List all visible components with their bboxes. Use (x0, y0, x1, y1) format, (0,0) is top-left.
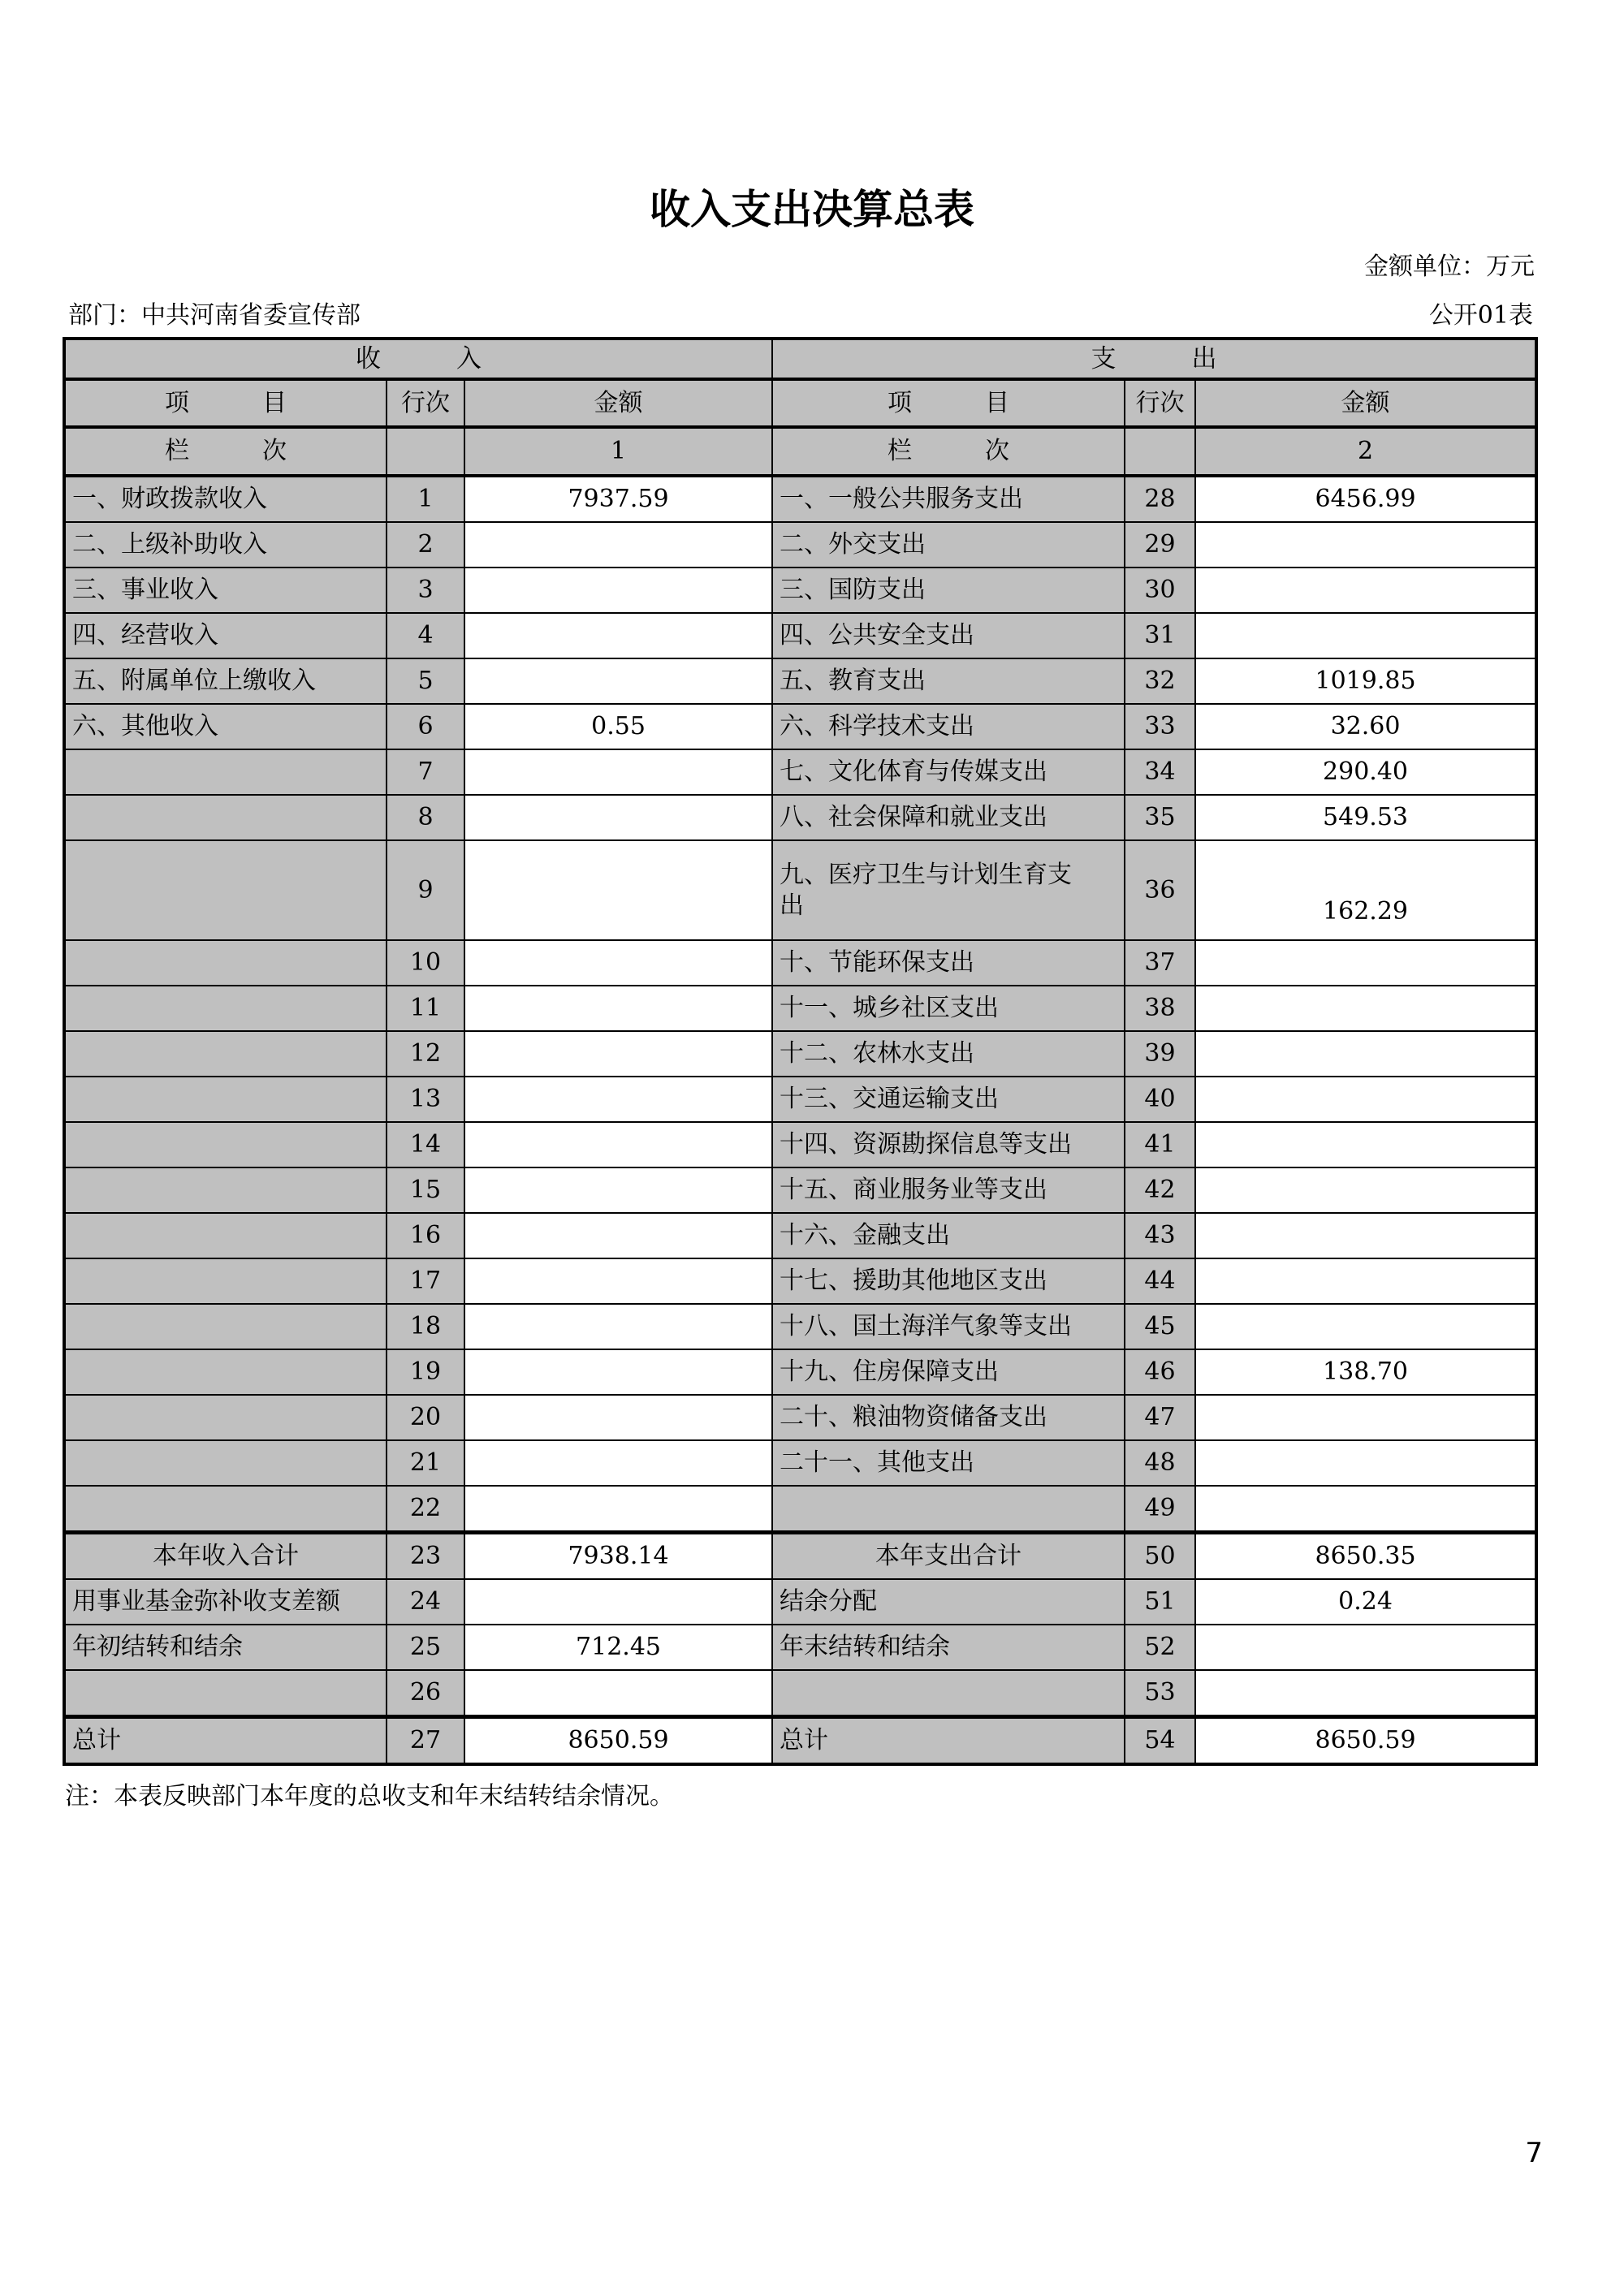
expense-line-cell: 52 (1125, 1625, 1195, 1670)
expense-line-cell: 30 (1125, 568, 1195, 613)
income-amount-cell: 712.45 (464, 1625, 772, 1670)
income-line-cell: 17 (387, 1258, 464, 1304)
expense-amount-cell: 32.60 (1195, 704, 1536, 749)
expense-item-cell (772, 1670, 1125, 1717)
table-row (64, 1625, 1536, 1670)
table-row (64, 1031, 1536, 1077)
income-line-cell: 20 (387, 1395, 464, 1440)
expense-item-cell: 十八、国土海洋气象等支出 (772, 1304, 1125, 1349)
income-item-cell (64, 1122, 387, 1167)
expense-amount-cell: 549.53 (1195, 795, 1536, 840)
table-row (64, 1258, 1536, 1304)
table-row (64, 1670, 1536, 1717)
income-amount-cell (464, 1213, 772, 1258)
page-number: 7 (1525, 2137, 1543, 2169)
expense-amount-cell: 162.29 (1195, 840, 1536, 940)
income-amount-cell (464, 613, 772, 658)
expense-amount-cell (1195, 1213, 1536, 1258)
income-line-cell: 24 (387, 1579, 464, 1625)
income-item-cell: 年初结转和结余 (64, 1625, 387, 1670)
income-amount-cell: 7938.14 (464, 1533, 772, 1580)
expense-item-cell: 年末结转和结余 (772, 1625, 1125, 1670)
income-line-cell: 15 (387, 1167, 464, 1213)
income-line-cell: 1 (387, 476, 464, 522)
table-row (64, 986, 1536, 1031)
expense-item-cell: 十五、商业服务业等支出 (772, 1167, 1125, 1213)
expense-line-cell: 45 (1125, 1304, 1195, 1349)
expense-index-spacer (1125, 427, 1195, 476)
expense-amount-cell (1195, 1625, 1536, 1670)
income-line-cell: 10 (387, 940, 464, 986)
income-line-cell: 12 (387, 1031, 464, 1077)
income-amount-cell (464, 1395, 772, 1440)
expense-amount-cell (1195, 1486, 1536, 1533)
income-line-cell: 23 (387, 1533, 464, 1580)
income-amount-header: 金额 (464, 379, 772, 427)
table-row (64, 1579, 1536, 1625)
income-amount-cell (464, 840, 772, 940)
table-row (64, 522, 1536, 568)
expense-item-cell: 六、科学技术支出 (772, 704, 1125, 749)
income-line-cell: 22 (387, 1486, 464, 1533)
table-row (64, 749, 1536, 795)
table-row (64, 1717, 1536, 1765)
expense-line-cell: 49 (1125, 1486, 1195, 1533)
income-line-cell: 25 (387, 1625, 464, 1670)
income-amount-cell (464, 1670, 772, 1717)
income-item-cell (64, 1349, 387, 1395)
income-line-cell: 16 (387, 1213, 464, 1258)
income-item-cell (64, 940, 387, 986)
expense-item-cell: 三、国防支出 (772, 568, 1125, 613)
expense-item-cell: 四、公共安全支出 (772, 613, 1125, 658)
expense-line-cell: 40 (1125, 1077, 1195, 1122)
expense-item-cell: 一、一般公共服务支出 (772, 476, 1125, 522)
expense-line-cell: 53 (1125, 1670, 1195, 1717)
expense-amount-cell: 290.40 (1195, 749, 1536, 795)
page-title: 收入支出决算总表 (650, 185, 974, 233)
table-row (64, 1533, 1536, 1580)
expense-amount-cell (1195, 522, 1536, 568)
income-line-cell: 11 (387, 986, 464, 1031)
expense-item-cell: 十三、交通运输支出 (772, 1077, 1125, 1122)
income-item-cell (64, 1670, 387, 1717)
expense-item-cell: 九、医疗卫生与计划生育支出 (772, 840, 1125, 940)
expense-item-cell: 十四、资源勘探信息等支出 (772, 1122, 1125, 1167)
table-row (64, 1167, 1536, 1213)
expense-amount-cell (1195, 613, 1536, 658)
table-row (64, 658, 1536, 704)
expense-line-cell: 43 (1125, 1213, 1195, 1258)
expense-line-cell: 46 (1125, 1349, 1195, 1395)
income-amount-cell (464, 522, 772, 568)
table-row (64, 1440, 1536, 1486)
expense-item-cell: 十一、城乡社区支出 (772, 986, 1125, 1031)
income-item-cell (64, 1486, 387, 1533)
table-row (64, 1213, 1536, 1258)
income-amount-cell: 0.55 (464, 704, 772, 749)
expense-amount-cell (1195, 568, 1536, 613)
expense-amount-cell: 0.24 (1195, 1579, 1536, 1625)
income-amount-cell (464, 1579, 772, 1625)
income-line-cell: 19 (387, 1349, 464, 1395)
expense-line-cell: 48 (1125, 1440, 1195, 1486)
income-line-cell: 8 (387, 795, 464, 840)
expense-amount-cell (1195, 1031, 1536, 1077)
expense-item-cell: 八、社会保障和就业支出 (772, 795, 1125, 840)
expense-amount-cell (1195, 1304, 1536, 1349)
expense-item-cell: 二十一、其他支出 (772, 1440, 1125, 1486)
expense-line-cell: 42 (1125, 1167, 1195, 1213)
expense-section-header: 支 出 (772, 339, 1536, 379)
income-index-spacer (387, 427, 464, 476)
expense-amount-cell: 8650.59 (1195, 1717, 1536, 1765)
income-item-cell (64, 1167, 387, 1213)
income-amount-cell (464, 1258, 772, 1304)
table-row (64, 1395, 1536, 1440)
expense-item-cell: 二十、粮油物资储备支出 (772, 1395, 1125, 1440)
income-amount-cell (464, 1077, 772, 1122)
income-item-cell (64, 1395, 387, 1440)
expense-line-cell: 38 (1125, 986, 1195, 1031)
income-item-cell (64, 1304, 387, 1349)
income-column-index: 1 (464, 427, 772, 476)
income-amount-cell (464, 1122, 772, 1167)
expense-amount-cell (1195, 940, 1536, 986)
expense-line-cell: 32 (1125, 658, 1195, 704)
table-row (64, 1122, 1536, 1167)
income-item-cell: 四、经营收入 (64, 613, 387, 658)
expense-item-cell: 十九、住房保障支出 (772, 1349, 1125, 1395)
income-item-cell (64, 1077, 387, 1122)
income-amount-cell (464, 940, 772, 986)
income-amount-cell (464, 1167, 772, 1213)
income-line-cell: 4 (387, 613, 464, 658)
expense-line-cell: 33 (1125, 704, 1195, 749)
expense-item-cell (772, 1486, 1125, 1533)
income-amount-cell (464, 1486, 772, 1533)
expense-item-cell: 十二、农林水支出 (772, 1031, 1125, 1077)
expense-amount-cell (1195, 1077, 1536, 1122)
income-line-cell: 26 (387, 1670, 464, 1717)
income-line-cell: 6 (387, 704, 464, 749)
expense-line-cell: 41 (1125, 1122, 1195, 1167)
expense-item-cell: 二、外交支出 (772, 522, 1125, 568)
expense-item-cell: 五、教育支出 (772, 658, 1125, 704)
expense-item-cell: 本年支出合计 (772, 1533, 1125, 1580)
income-amount-cell (464, 658, 772, 704)
income-amount-cell (464, 568, 772, 613)
income-item-cell (64, 840, 387, 940)
income-amount-cell (464, 1440, 772, 1486)
income-item-cell: 五、附属单位上缴收入 (64, 658, 387, 704)
income-item-cell (64, 1213, 387, 1258)
income-item-cell (64, 795, 387, 840)
table-row (64, 1077, 1536, 1122)
footnote: 注：本表反映部门本年度的总收支和年末结转结余情况。 (65, 1782, 674, 1810)
expense-amount-cell: 1019.85 (1195, 658, 1536, 704)
expense-line-cell: 51 (1125, 1579, 1195, 1625)
income-line-cell: 14 (387, 1122, 464, 1167)
expense-amount-cell (1195, 1395, 1536, 1440)
expense-line-cell: 50 (1125, 1533, 1195, 1580)
expense-item-header: 项 目 (772, 379, 1125, 427)
expense-amount-cell (1195, 986, 1536, 1031)
table-row (64, 613, 1536, 658)
income-line-cell: 18 (387, 1304, 464, 1349)
income-line-cell: 13 (387, 1077, 464, 1122)
income-item-cell (64, 1258, 387, 1304)
table-row (64, 940, 1536, 986)
expense-line-cell: 35 (1125, 795, 1195, 840)
budget-summary-table (63, 337, 1538, 1766)
expense-line-cell: 54 (1125, 1717, 1195, 1765)
income-line-cell: 9 (387, 840, 464, 940)
income-section-header: 收 入 (64, 339, 772, 379)
expense-line-cell: 37 (1125, 940, 1195, 986)
income-amount-cell (464, 749, 772, 795)
expense-column-index: 2 (1195, 427, 1536, 476)
income-item-cell: 三、事业收入 (64, 568, 387, 613)
income-item-cell: 六、其他收入 (64, 704, 387, 749)
expense-amount-cell (1195, 1670, 1536, 1717)
expense-index-label: 栏 次 (772, 427, 1125, 476)
expense-item-cell: 十七、援助其他地区支出 (772, 1258, 1125, 1304)
expense-line-cell: 44 (1125, 1258, 1195, 1304)
income-item-header: 项 目 (64, 379, 387, 427)
expense-line-no-header: 行次 (1125, 379, 1195, 427)
income-line-cell: 7 (387, 749, 464, 795)
column-header-row (64, 379, 1536, 427)
expense-line-cell: 36 (1125, 840, 1195, 940)
income-amount-cell (464, 1031, 772, 1077)
expense-line-cell: 39 (1125, 1031, 1195, 1077)
expense-item-cell: 七、文化体育与传媒支出 (772, 749, 1125, 795)
expense-item-cell: 结余分配 (772, 1579, 1125, 1625)
income-amount-cell: 7937.59 (464, 476, 772, 522)
table-body (64, 476, 1536, 1764)
income-item-cell (64, 986, 387, 1031)
column-index-row (64, 427, 1536, 476)
expense-amount-header: 金额 (1195, 379, 1536, 427)
income-item-cell: 二、上级补助收入 (64, 522, 387, 568)
income-item-cell: 一、财政拨款收入 (64, 476, 387, 522)
table-row (64, 568, 1536, 613)
expense-line-cell: 47 (1125, 1395, 1195, 1440)
table-row (64, 1349, 1536, 1395)
table-row (64, 476, 1536, 522)
expense-line-cell: 29 (1125, 522, 1195, 568)
income-line-cell: 5 (387, 658, 464, 704)
table-row (64, 1304, 1536, 1349)
expense-amount-cell (1195, 1258, 1536, 1304)
income-line-cell: 21 (387, 1440, 464, 1486)
income-amount-cell (464, 1304, 772, 1349)
income-item-cell (64, 1031, 387, 1077)
income-line-no-header: 行次 (387, 379, 464, 427)
expense-item-cell: 十、节能环保支出 (772, 940, 1125, 986)
doc-code-label: 公开01表 (1428, 301, 1533, 330)
income-amount-cell: 8650.59 (464, 1717, 772, 1765)
department-label: 部门：中共河南省委宣传部 (68, 301, 361, 330)
income-amount-cell (464, 1349, 772, 1395)
section-header-row (64, 339, 1536, 379)
expense-line-cell: 28 (1125, 476, 1195, 522)
income-item-cell (64, 749, 387, 795)
income-index-label: 栏 次 (64, 427, 387, 476)
income-line-cell: 27 (387, 1717, 464, 1765)
income-item-cell: 总计 (64, 1717, 387, 1765)
income-amount-cell (464, 795, 772, 840)
income-item-cell: 本年收入合计 (64, 1533, 387, 1580)
expense-amount-cell: 138.70 (1195, 1349, 1536, 1395)
meta-line (0, 301, 1624, 330)
expense-amount-cell: 6456.99 (1195, 476, 1536, 522)
expense-amount-cell (1195, 1122, 1536, 1167)
expense-item-cell: 总计 (772, 1717, 1125, 1765)
income-item-cell: 用事业基金弥补收支差额 (64, 1579, 387, 1625)
table-row (64, 704, 1536, 749)
expense-amount-cell (1195, 1440, 1536, 1486)
expense-line-cell: 34 (1125, 749, 1195, 795)
expense-amount-cell (1195, 1167, 1536, 1213)
expense-amount-cell: 8650.35 (1195, 1533, 1536, 1580)
expense-line-cell: 31 (1125, 613, 1195, 658)
income-line-cell: 3 (387, 568, 464, 613)
table-row (64, 1486, 1536, 1533)
table-row (64, 795, 1536, 840)
income-line-cell: 2 (387, 522, 464, 568)
amount-unit-note: 金额单位：万元 (1364, 252, 1535, 281)
income-item-cell (64, 1440, 387, 1486)
income-amount-cell (464, 986, 772, 1031)
expense-item-cell: 十六、金融支出 (772, 1213, 1125, 1258)
table-row (64, 840, 1536, 940)
